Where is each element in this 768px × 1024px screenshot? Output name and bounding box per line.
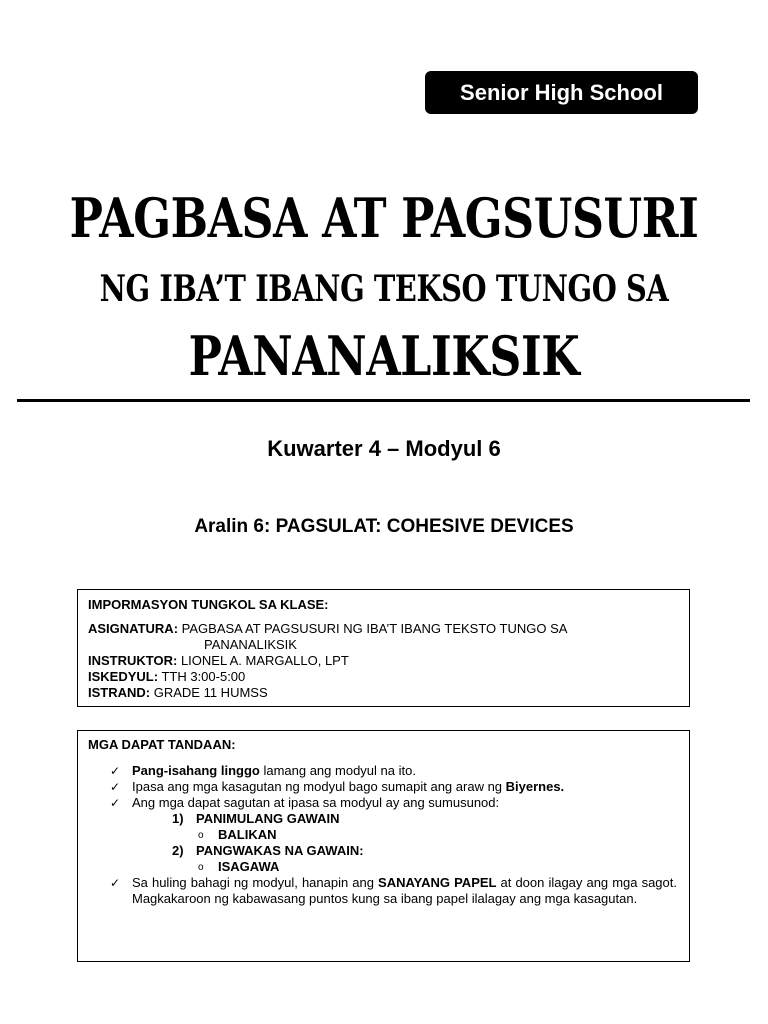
numbered-item-text: PANIMULANG GAWAIN <box>196 811 340 826</box>
sub-item-text: BALIKAN <box>218 827 277 842</box>
checkmark-icon: ✓ <box>110 796 121 810</box>
title-line-2: NG IBA’T IBANG TEKSO TUNGO SA <box>99 268 669 310</box>
subject-value: PAGBASA AT PAGSUSURI NG IBA’T IBANG TEKSTO TUNGO SA <box>181 621 568 636</box>
schedule-label: ISKEDYUL: <box>88 669 159 684</box>
sub-item-1 <box>88 827 679 843</box>
number-label: 1) <box>172 811 184 826</box>
instructor-value: LIONEL A. MARGALLO, LPT <box>180 653 349 668</box>
senior-high-school-badge: Senior High School <box>425 71 698 114</box>
reminders-box <box>77 730 690 962</box>
instructor-row <box>88 653 679 669</box>
class-info-box <box>77 589 690 707</box>
strand-row <box>88 685 679 701</box>
checkmark-icon: ✓ <box>110 876 121 890</box>
reminders-list <box>88 763 679 907</box>
schedule-row <box>88 669 679 685</box>
title-line-1: PAGBASA AT PAGSUSURI <box>69 186 699 250</box>
list-item <box>88 779 679 795</box>
checkmark-icon: ✓ <box>110 764 121 778</box>
item4-text-a: Sa huling bahagi ng modyul, hanapin ang <box>132 875 379 890</box>
sub-item-text: ISAGAWA <box>218 859 280 874</box>
list-item <box>88 795 679 811</box>
number-label: 2) <box>172 843 184 858</box>
subject-label: ASIGNATURA: <box>88 621 179 636</box>
lesson-title: Aralin 6: PAGSULAT: COHESIVE DEVICES <box>194 516 574 537</box>
circle-bullet-icon: o <box>198 862 204 873</box>
reminders-heading: MGA DAPAT TANDAAN: <box>88 737 236 752</box>
numbered-item-1 <box>88 811 679 827</box>
item4-text-b: at doon ilagay ang mga sagot. Magkakaroon ng kabawasang puntos kung sa ibang papel ilalagay ang mga kasagutan. <box>132 875 677 906</box>
list-item <box>88 875 679 907</box>
numbered-item-2 <box>88 843 679 859</box>
sub-item-2 <box>88 859 679 875</box>
title-divider <box>17 399 750 402</box>
list-item <box>88 763 679 779</box>
item1-bold-text: Pang-isahang linggo <box>132 763 260 778</box>
checkmark-icon: ✓ <box>110 780 121 794</box>
circle-bullet-icon: o <box>198 830 204 841</box>
numbered-item-text: PANGWAKAS NA GAWAIN: <box>196 843 364 858</box>
item2-bold-text: Biyernes. <box>505 779 565 794</box>
strand-label: ISTRAND: <box>88 685 151 700</box>
subject-value-continued: PANANALIKSIK <box>204 637 297 652</box>
subject-row <box>88 621 679 637</box>
strand-value: GRADE 11 HUMSS <box>153 685 268 700</box>
item4-bold-text: SANAYANG PAPEL <box>378 875 497 890</box>
instructor-label: INSTRUKTOR: <box>88 653 178 668</box>
title-line-3: PANANALIKSIK <box>188 324 580 388</box>
item1-text: lamang ang modyul na ito. <box>259 763 416 778</box>
schedule-value: TTH 3:00-5:00 <box>161 669 246 684</box>
quarter-module-label: Kuwarter 4 – Modyul 6 <box>267 436 501 461</box>
item3-text: Ang mga dapat sagutan at ipasa sa modyul ay ang sumusunod: <box>132 795 500 810</box>
class-info-heading: IMPORMASYON TUNGKOL SA KLASE: <box>88 597 329 612</box>
item2-text: Ipasa ang mga kasagutan ng modyul bago sumapit ang araw ng <box>132 779 506 794</box>
